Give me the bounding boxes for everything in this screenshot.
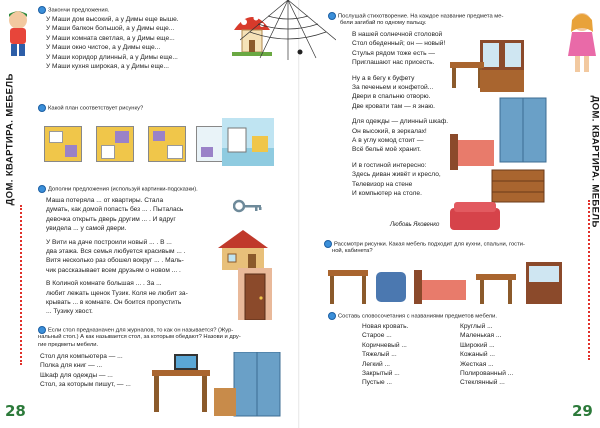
phrase-item: Новая кровать. (362, 323, 409, 330)
floor-plan-1[interactable] (44, 126, 82, 162)
task3-line: два этажа. Вся семья любуется красивым ... . (46, 248, 186, 256)
phrase-item: Полированный ... (460, 370, 514, 378)
side-title: ДОМ. КВАРТИРА. МЕБЕЛЬ (589, 95, 600, 228)
task4-line: Полка для книг — ... (40, 362, 103, 370)
word-column-2 (460, 322, 513, 388)
task4-line: Стол для компьютера — ... (40, 353, 123, 360)
page-number: 28 (5, 402, 26, 420)
task3-lines (46, 196, 188, 317)
task3-header: Дополни предложения (используй картинки-подсказки). (38, 185, 198, 194)
phrase-item: Тяжелый ... (362, 351, 397, 359)
side-title: ДОМ. КВАРТИРА. МЕБЕЛЬ (4, 73, 16, 206)
desk-wardrobe-image (150, 352, 290, 418)
poem-line: За печеньем и конфетой... (352, 84, 434, 92)
task3-line: чик рассказывает всем друзьям о новом ... . (46, 266, 181, 274)
cottage-image (214, 228, 272, 272)
phrase-item: Стеклянный ... (460, 379, 505, 387)
phrase-item: Маленькая ... (460, 332, 502, 340)
task1-line: У Маши балкон большой, а у Димы еще... (46, 25, 175, 33)
phrase-item: Коричневый ... (362, 341, 407, 349)
task4-lines (40, 352, 131, 390)
red-dotted-line (588, 200, 590, 360)
task4-header-line: нальный стол.) А как называется стол, за которым обедают? Назови и дру- (38, 334, 241, 340)
task1-line: У Маши дом высокий, а у Димы еще выше. (46, 16, 179, 23)
poem (352, 30, 448, 199)
task-icon (328, 12, 336, 20)
phrase-item: Легкий ... (362, 360, 390, 368)
task-icon (328, 312, 336, 320)
task4-line: Шкаф для одежды — ... (40, 371, 113, 379)
word-column-1 (362, 322, 408, 388)
task3-line: думать, как домой попасть без ... . Пыталась (46, 206, 184, 214)
task2-header: Какой план соответствует рисунку? (38, 104, 143, 113)
task3-line: ... Тузику хвост. (46, 308, 93, 316)
task-icon (38, 104, 46, 112)
phrase-item: Кожаный ... (460, 351, 495, 359)
poem-line: Приглашают нас присесть. (352, 59, 435, 67)
task1-header: Закончи предложения. (38, 6, 109, 15)
task1-header: Послушай стихотворение. На каждое название предмета ме- (328, 12, 503, 21)
poem-author: Любовь Яковенко (390, 222, 440, 228)
task-icon (38, 326, 46, 334)
task1-line: У Маши окно чистое, а у Димы еще... (46, 44, 161, 52)
task4-header: Если стол предназначен для журналов, то как он называется? (Жур- (38, 326, 233, 335)
girl-mascot-image (566, 10, 598, 76)
red-dotted-line (20, 205, 22, 365)
floor-plan-2[interactable] (96, 126, 134, 162)
task4-header-line: гие предметы мебели. (38, 342, 99, 348)
poem-line: Здесь диван живёт и кресло, (352, 171, 441, 179)
poem-line: Двери в спальню отворю. (352, 93, 431, 101)
task4-line: Стол, за которым пишут, — ... (40, 381, 131, 389)
phrase-item: Закрытый ... (362, 370, 400, 378)
floor-plans-row (44, 118, 220, 170)
task3-line: Маша потеряла ... от квартиры. Стала (46, 197, 164, 204)
right-page (300, 0, 600, 428)
task3-header: Составь словосочетания с названиями предметов мебели. (328, 312, 497, 321)
boy-mascot-image (4, 8, 32, 60)
task3-line: любит лежать щенок Тузик. Коля не любит за- (46, 289, 188, 297)
task1-line: У Маши коридор длинный, а у Димы еще... (46, 53, 178, 61)
task1-header-line: бели загибай по одному пальцу. (340, 20, 427, 26)
task3-line: крывать ... в комнате. Он боится пропустить (46, 299, 182, 307)
poem-line: Всё бельё моё хранит. (352, 146, 421, 154)
key-icon (233, 198, 263, 214)
task3-line: девочка открыть дверь другим ... . И вдруг (46, 215, 176, 223)
poem-line: Стол обеденный; он — новый! (352, 40, 446, 48)
poem-line: И в гостиной интересно: (352, 161, 427, 169)
task2-header-line: ной, кабинета? (332, 248, 373, 254)
poem-line: Для одежды — длинный шкаф. (352, 118, 449, 126)
task2-furniture-row (328, 262, 564, 308)
task-icon (38, 185, 46, 193)
page-number: 29 (572, 402, 593, 420)
task1-line: У Маши комната светлая, а у Димы еще... (46, 34, 175, 42)
task2-header: Рассмотри рисунки. Какая мебель подходит для кухни, спальни, гости- (324, 240, 525, 249)
poem-line: Две кровати там — я знаю. (352, 102, 436, 110)
floor-plan-3[interactable] (148, 126, 186, 162)
task3-line: Витя несколько раз обошел вокруг ... . Маль- (46, 257, 184, 265)
poem-line: Ну а в бегу к буфету (352, 74, 415, 82)
poem-line: И компьютер на столе. (352, 190, 422, 198)
phrase-item: Круглый ... (460, 323, 493, 330)
poem-line: Он высокий, в зеркалах! (352, 127, 427, 135)
task3-line: У Вити на даче построили новый ... . В ... (46, 238, 172, 246)
phrase-item: Пустые ... (362, 379, 393, 387)
door-image (238, 268, 272, 320)
poem-line: В нашей солнечной столовой (352, 31, 443, 38)
poem-line: Телевизор на стене (352, 180, 413, 188)
phrase-item: Старое ... (362, 332, 392, 340)
phrase-item: Широкий ... (460, 341, 495, 349)
task1-line: У Маши кухня широкая, а у Димы еще... (46, 63, 169, 71)
room-picture (222, 118, 274, 166)
task3-line: В Колиной комнате большая ... . За ... (46, 280, 162, 288)
task3-line: увидела ... у самой двери. (46, 225, 127, 233)
task-icon (38, 6, 46, 14)
poem-line: А в углу комод стоит — (352, 137, 424, 145)
poem-line: Стулья рядом тоже есть — (352, 49, 436, 57)
phrase-item: Жесткая ... (460, 360, 494, 368)
poem-furniture-images (450, 40, 550, 250)
task1-lines (46, 15, 179, 71)
task-icon (324, 240, 332, 248)
spider-web-image (240, 0, 336, 60)
